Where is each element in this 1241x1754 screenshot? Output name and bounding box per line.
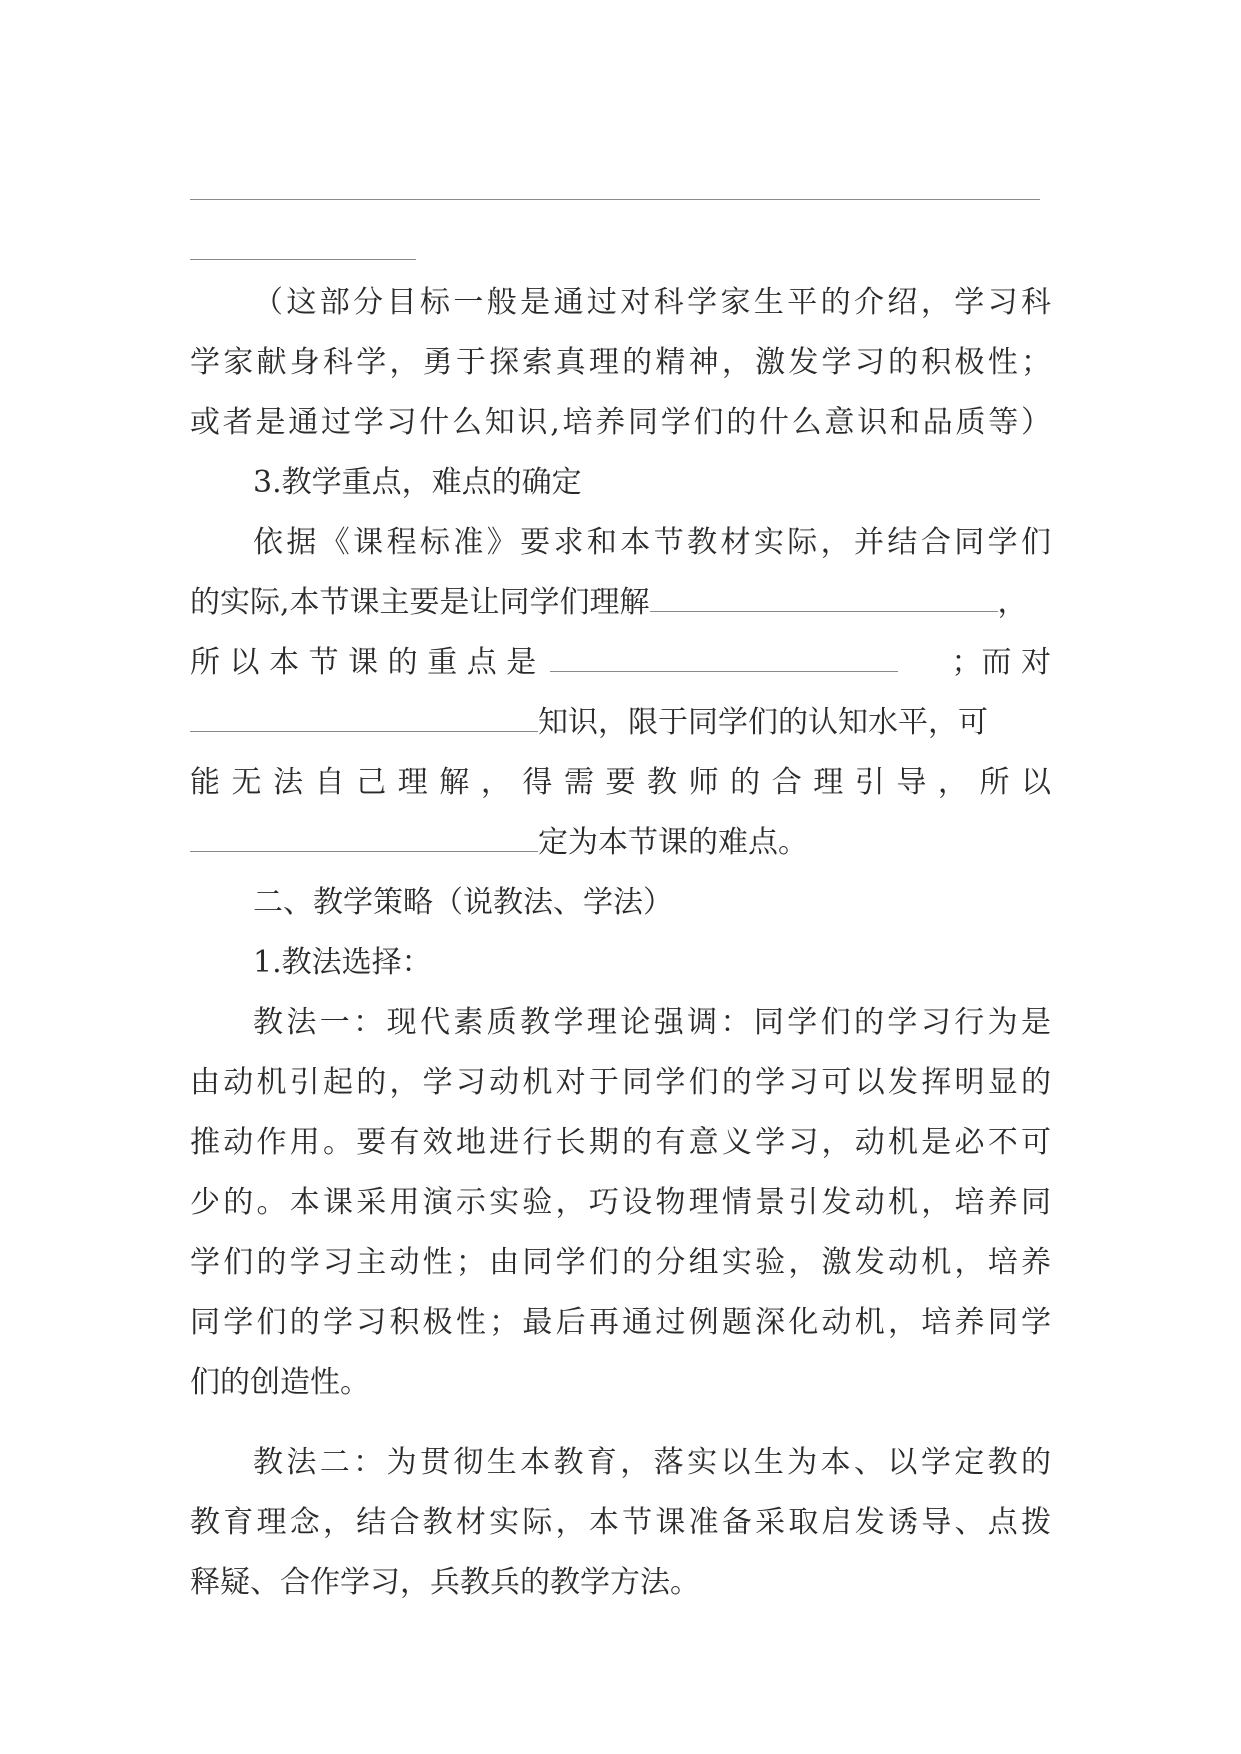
fill-blank — [550, 643, 898, 672]
section-2-sub-heading: 1.教法选择： — [253, 945, 432, 980]
section-3-line-2-text: 的实际,本节课主要是让同学们理解 — [190, 585, 650, 620]
method-1-line-1: 教法一：现代素质教学理论强调：同学们的学习行为是 — [253, 1005, 1051, 1040]
section-3-line-1: 依据《课程标准》要求和本节教材实际，并结合同学们 — [253, 525, 1051, 560]
section-3-line-2-end: ， — [997, 585, 1028, 620]
section-3-line-3 — [190, 643, 1051, 683]
section-2-heading: 二、教学策略（说教法、学法） — [253, 885, 673, 920]
section-3-line-6-text: 定为本节课的难点。 — [538, 825, 808, 860]
intro-note-line-3: 或者是通过学习什么知识,培养同学们的什么意识和品质等） — [190, 405, 1051, 440]
method-2-line-2: 教育理念，结合教材实际，本节课准备采取启发诱导、点拨 — [190, 1505, 1051, 1540]
section-3-line-5: 能 无 法 自 己 理 解 ， 得 需 要 教 师 的 合 理 引 导 ， 所 以 — [190, 765, 1051, 800]
method-1-line-3: 推动作用。要有效地进行长期的有意义学习，动机是必不可 — [190, 1125, 1051, 1160]
method-1-line-5: 学们的学习主动性；由同学们的分组实验，激发动机，培养 — [190, 1245, 1051, 1280]
method-1-line-6: 同学们的学习积极性；最后再通过例题深化动机，培养同学 — [190, 1305, 1051, 1340]
intro-note-line-1: （这部分目标一般是通过对科学家生平的介绍，学习科 — [253, 285, 1051, 320]
method-1-line-2: 由动机引起的，学习动机对于同学们的学习可以发挥明显的 — [190, 1065, 1051, 1100]
section-3-line-2 — [190, 583, 1051, 623]
section-3-heading: 3.教学重点，难点的确定 — [253, 465, 582, 500]
intro-note-line-2: 学家献身科学，勇于探索真理的精神，激发学习的积极性； — [190, 345, 1051, 380]
method-1-line-4: 少的。本课采用演示实验，巧设物理情景引发动机，培养同 — [190, 1185, 1051, 1220]
section-3-line-6 — [190, 823, 1051, 863]
answer-blank-line-short — [190, 259, 416, 260]
answer-blank-line — [190, 199, 1040, 200]
method-2-line-3: 释疑、合作学习，兵教兵的教学方法。 — [190, 1565, 700, 1600]
section-3-line-4-text: 知识，限于同学们的认知水平，可 — [538, 705, 988, 740]
fill-blank — [190, 823, 538, 852]
section-3-line-3-end: ；而 对 — [951, 645, 1051, 680]
section-3-line-4 — [190, 703, 1051, 743]
section-3-line-3-text: 所 以 本 节 课 的 重 点 是 — [190, 645, 537, 680]
method-2-line-1: 教法二：为贯彻生本教育，落实以生为本、以学定教的 — [253, 1445, 1051, 1480]
fill-blank — [190, 703, 538, 732]
fill-blank — [650, 583, 998, 612]
method-1-line-7: 们的创造性。 — [190, 1365, 370, 1400]
